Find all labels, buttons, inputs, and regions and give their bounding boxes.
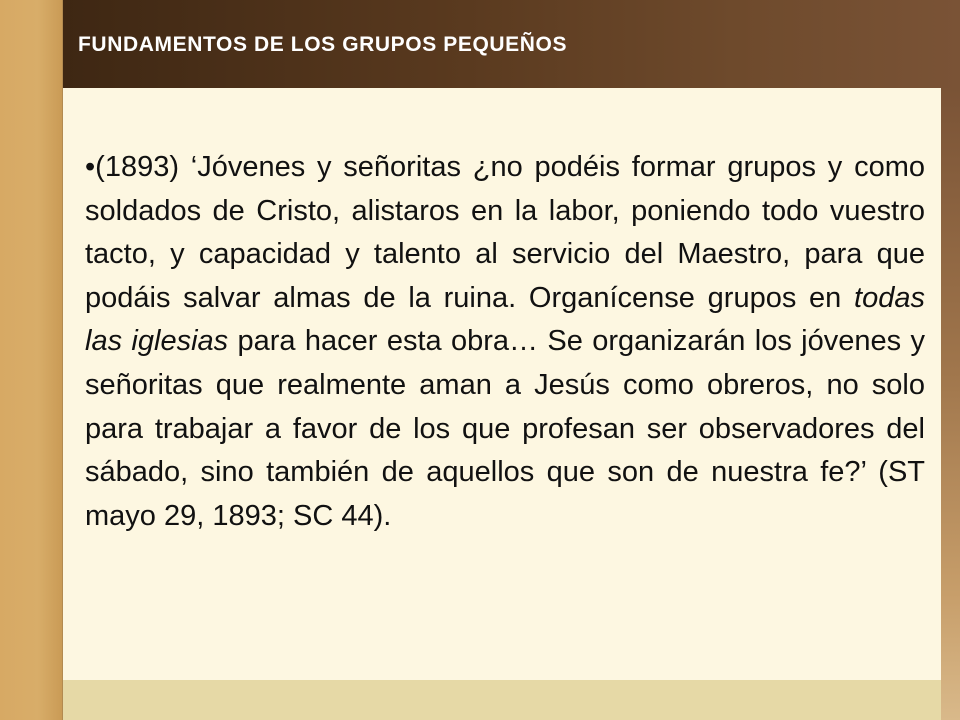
- bullet-paragraph: [85, 146, 925, 538]
- quote-text-part-2: para hacer esta obra… Se organizarán los jóvenes y señoritas que realmente aman a Jesús como obreros, no solo para trabajar a favor de los que profesan ser observadores del sábado, sino también de aquellos que son de nuestra fe?’ (ST mayo 29, 1893; SC 44).: [85, 325, 925, 532]
- left-decorative-bar: [0, 0, 63, 720]
- bullet-marker: •: [85, 151, 96, 183]
- quote-italic-emphasis: todas las iglesias: [85, 281, 925, 358]
- footer-band: [63, 680, 941, 720]
- content-area: [63, 88, 941, 680]
- slide-title: FUNDAMENTOS DE LOS GRUPOS PEQUEÑOS: [78, 33, 568, 56]
- quote-text-part-1: (1893) ‘Jóvenes y señoritas ¿no podéis formar grupos y como soldados de Cristo, alistaros en la labor, poniendo todo vuestro tacto, y capacidad y talento al servicio del Maestro, para que podáis salvar almas de la ruina. Organícense grupos en: [85, 151, 925, 314]
- right-decorative-bar: [941, 88, 960, 720]
